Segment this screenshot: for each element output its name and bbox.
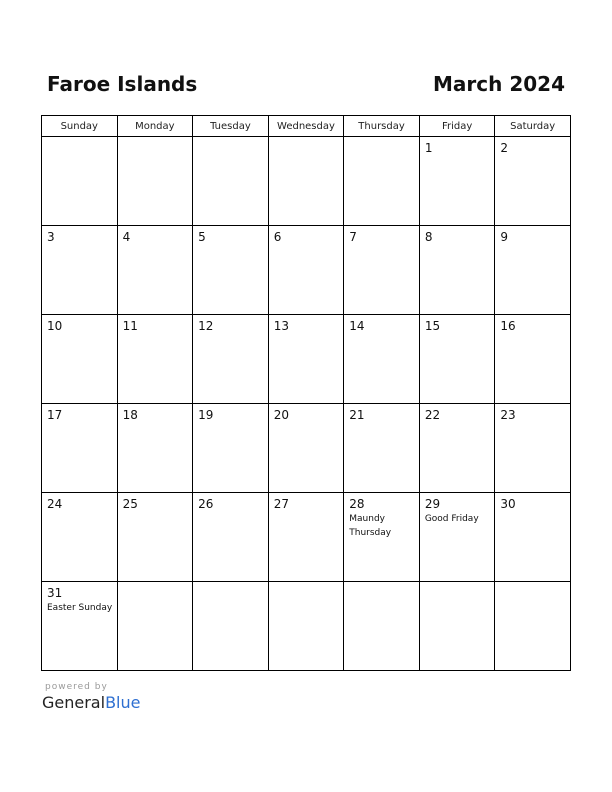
calendar-week-row <box>42 404 571 493</box>
calendar-day-cell <box>268 137 344 226</box>
calendar-day-cell <box>495 137 571 226</box>
day-number: 11 <box>122 319 138 333</box>
weekday-header-saturday: Saturday <box>495 116 571 137</box>
weekday-header-monday: Monday <box>117 116 193 137</box>
day-number: 25 <box>122 497 138 511</box>
calendar-grid <box>41 115 571 671</box>
calendar-day-cell <box>268 493 344 582</box>
calendar-day-cell <box>419 493 495 582</box>
calendar-day-cell <box>42 315 118 404</box>
calendar-day-cell <box>117 582 193 671</box>
day-number: 12 <box>198 319 214 333</box>
day-number: 20 <box>273 408 289 422</box>
month-year-title: March 2024 <box>433 72 565 96</box>
holiday-label: Maundy Thursday <box>349 514 392 538</box>
weekday-header-wednesday: Wednesday <box>268 116 344 137</box>
day-number: 21 <box>349 408 365 422</box>
calendar-week-row <box>42 493 571 582</box>
calendar-day-cell <box>495 315 571 404</box>
brand-blue-text: Blue <box>105 693 141 712</box>
day-number: 26 <box>198 497 214 511</box>
country-title: Faroe Islands <box>47 72 198 96</box>
day-number: 6 <box>273 230 282 244</box>
weekday-header-thursday: Thursday <box>344 116 420 137</box>
calendar-day-cell <box>42 137 118 226</box>
day-number: 10 <box>47 319 63 333</box>
calendar-day-cell <box>495 226 571 315</box>
day-number: 23 <box>500 408 516 422</box>
day-number: 3 <box>47 230 55 244</box>
calendar-day-cell <box>193 137 269 226</box>
day-number: 30 <box>500 497 516 511</box>
day-number: 15 <box>424 319 441 333</box>
calendar-week-row <box>42 226 571 315</box>
calendar-day-cell <box>117 226 193 315</box>
calendar-day-cell <box>42 582 118 671</box>
weekday-header-friday: Friday <box>419 116 495 137</box>
day-number: 1 <box>424 141 433 155</box>
calendar-day-cell <box>117 404 193 493</box>
day-number: 14 <box>349 319 365 333</box>
day-number: 19 <box>198 408 214 422</box>
calendar-day-cell <box>495 493 571 582</box>
calendar-day-cell <box>344 315 420 404</box>
calendar-day-cell <box>268 582 344 671</box>
day-number: 2 <box>500 141 509 155</box>
weekday-header-row <box>42 116 571 137</box>
day-number: 31 <box>47 586 63 600</box>
calendar-day-cell <box>268 226 344 315</box>
day-number: 28 <box>349 497 365 511</box>
calendar-day-cell <box>419 137 495 226</box>
calendar-day-cell <box>117 137 193 226</box>
calendar-day-cell <box>344 493 420 582</box>
calendar-week-row <box>42 582 571 671</box>
calendar-day-cell <box>344 582 420 671</box>
brand-general-text: General <box>42 693 106 712</box>
calendar-day-cell <box>268 404 344 493</box>
calendar-day-cell <box>42 404 118 493</box>
day-number: 17 <box>47 408 63 422</box>
day-number: 24 <box>47 497 63 511</box>
day-number: 5 <box>198 230 206 244</box>
day-number: 13 <box>273 319 289 333</box>
calendar-day-cell <box>193 582 269 671</box>
powered-by-label: powered by <box>45 682 108 692</box>
calendar-day-cell <box>193 226 269 315</box>
calendar-day-cell <box>117 493 193 582</box>
day-number: 7 <box>349 230 357 244</box>
calendar-day-cell <box>419 404 495 493</box>
calendar-day-cell <box>42 226 118 315</box>
generalblue-logo[interactable] <box>42 693 140 713</box>
day-number: 8 <box>424 230 433 244</box>
day-number: 27 <box>273 497 289 511</box>
calendar-week-row <box>42 137 571 226</box>
calendar-day-cell <box>495 582 571 671</box>
calendar-day-cell <box>419 226 495 315</box>
calendar-day-cell <box>419 315 495 404</box>
holiday-label: Easter Sunday <box>47 603 113 613</box>
calendar-day-cell <box>419 582 495 671</box>
day-number: 16 <box>500 319 516 333</box>
calendar-day-cell <box>268 315 344 404</box>
calendar-day-cell <box>117 315 193 404</box>
holiday-label: Good Friday <box>424 514 479 524</box>
calendar-week-row <box>42 315 571 404</box>
calendar-day-cell <box>344 137 420 226</box>
calendar-day-cell <box>344 226 420 315</box>
day-number: 22 <box>424 408 441 422</box>
calendar-day-cell <box>42 493 118 582</box>
day-number: 4 <box>122 230 131 244</box>
weekday-header-tuesday: Tuesday <box>193 116 269 137</box>
calendar-day-cell <box>193 493 269 582</box>
weekday-header-sunday: Sunday <box>42 116 118 137</box>
calendar-day-cell <box>193 404 269 493</box>
day-number: 18 <box>122 408 138 422</box>
day-number: 9 <box>500 230 509 244</box>
calendar-day-cell <box>344 404 420 493</box>
calendar-day-cell <box>495 404 571 493</box>
calendar-day-cell <box>193 315 269 404</box>
day-number: 29 <box>424 497 441 511</box>
